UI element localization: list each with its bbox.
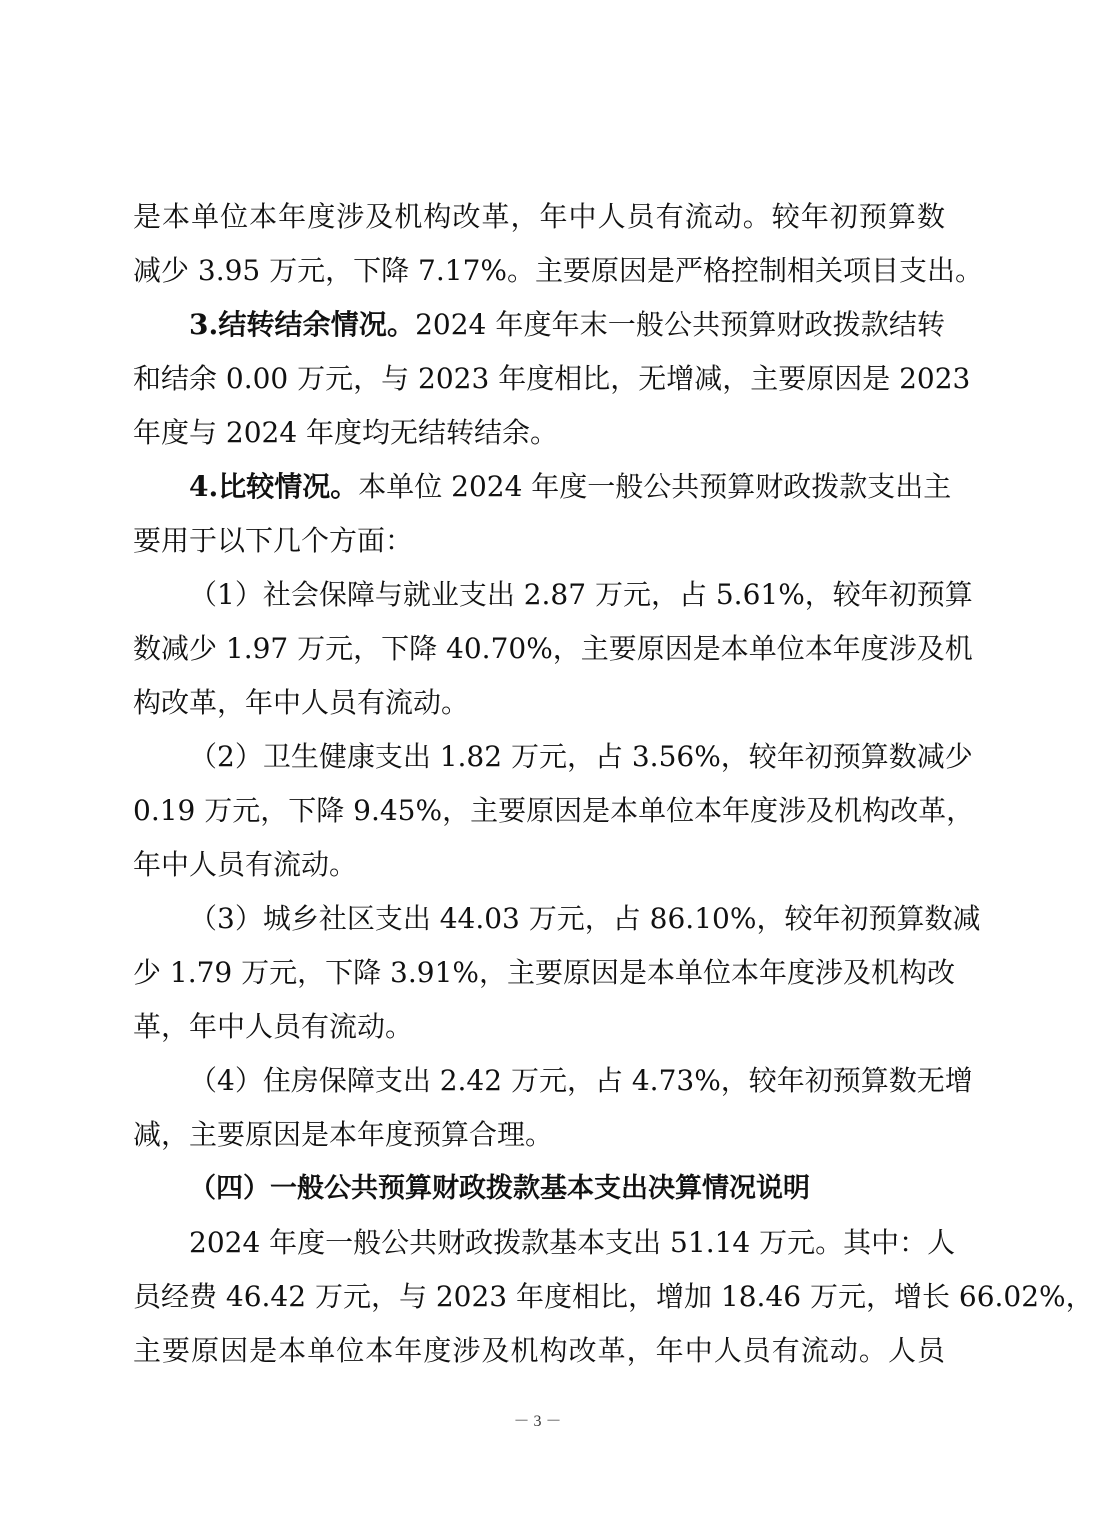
paragraph-line	[133, 676, 945, 730]
line-text: （3）城乡社区支出 44.03 万元，占 86.10%，较年初预算数减	[189, 902, 981, 935]
list-item-1	[133, 568, 973, 622]
paragraph-line	[133, 1108, 945, 1162]
list-item-2	[133, 730, 973, 784]
list-item-4	[133, 1054, 973, 1108]
paragraph-line	[133, 622, 973, 676]
page-number: － 3 －	[513, 1413, 562, 1430]
body-text	[133, 190, 1094, 1378]
list-item-3	[133, 892, 981, 946]
line-text: 是本单位本年度涉及机构改革，年中人员有流动。较年初预算数	[133, 200, 945, 233]
paragraph-line	[133, 514, 945, 568]
paragraph-line	[133, 1216, 956, 1270]
line-text: 数减少 1.97 万元，下降 40.70%，主要原因是本单位本年度涉及机	[133, 632, 973, 665]
line-text: （2）卫生健康支出 1.82 万元，占 3.56%，较年初预算数减少	[189, 740, 973, 773]
paragraph-line	[133, 946, 955, 1000]
paragraph-line	[133, 244, 983, 298]
line-text: 员经费 46.42 万元，与 2023 年度相比，增加 18.46 万元，增长 66.02%，	[133, 1280, 1094, 1313]
line-text: 2024 年度年末一般公共预算财政拨款结转	[415, 308, 945, 341]
line-text: 和结余 0.00 万元，与 2023 年度相比，无增减，主要原因是 2023	[133, 362, 971, 395]
paragraph-line	[133, 406, 945, 460]
line-text: 减，主要原因是本年度预算合理。	[133, 1118, 554, 1151]
line-text: 年中人员有流动。	[133, 848, 358, 881]
inline-heading: 3.结转结余情况。	[189, 308, 416, 341]
line-text: 主要原因是本单位本年度涉及机构改革，年中人员有流动。人员	[133, 1334, 945, 1367]
line-text: 革，年中人员有流动。	[133, 1010, 414, 1043]
paragraph-line	[133, 1270, 1094, 1324]
section-heading-basic-expenditure	[133, 1162, 945, 1216]
line-text: 减少 3.95 万元，下降 7.17%。主要原因是严格控制相关项目支出。	[133, 254, 983, 287]
paragraph-line	[133, 190, 945, 244]
heading-text: （四）一般公共预算财政拨款基本支出决算情况说明	[189, 1173, 810, 1204]
paragraph-line	[133, 352, 971, 406]
line-text: 2024 年度一般公共财政拨款基本支出 51.14 万元。其中：人	[189, 1226, 956, 1259]
line-text: （1）社会保障与就业支出 2.87 万元，占 5.61%，较年初预算	[189, 578, 973, 611]
line-text: （4）住房保障支出 2.42 万元，占 4.73%，较年初预算数无增	[189, 1064, 973, 1097]
section-heading-comparison	[133, 460, 952, 514]
section-heading-carryover	[133, 298, 945, 352]
line-text: 本单位 2024 年度一般公共预算财政拨款支出主	[358, 470, 952, 503]
paragraph-line	[133, 1324, 945, 1378]
paragraph-line	[133, 784, 975, 838]
line-text: 年度与 2024 年度均无结转结余。	[133, 416, 559, 449]
line-text: 少 1.79 万元，下降 3.91%，主要原因是本单位本年度涉及机构改	[133, 956, 955, 989]
paragraph-line	[133, 1000, 945, 1054]
inline-heading: 4.比较情况。	[189, 470, 359, 503]
line-text: 0.19 万元，下降 9.45%，主要原因是本单位本年度涉及机构改革，	[133, 794, 975, 827]
line-text: 要用于以下几个方面：	[133, 524, 414, 557]
paragraph-line	[133, 838, 945, 892]
line-text: 构改革，年中人员有流动。	[133, 686, 470, 719]
